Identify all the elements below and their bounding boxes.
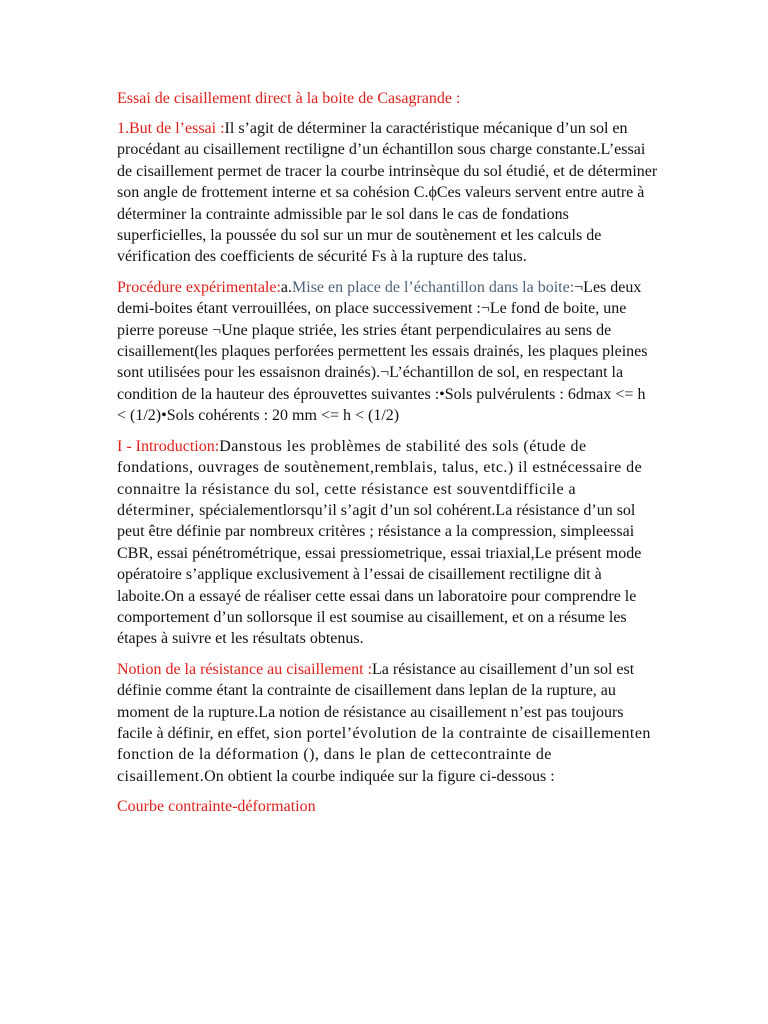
- but-label: 1.But de l’essai :: [117, 120, 225, 137]
- introduction-paragraph: [117, 436, 658, 650]
- but-text: Il s’agit de déterminer la caractéristique mécanique d’un sol en procédant au cisaillement rectiligne d’un échantillon sous charge constante.L’essai de cisaillement permet de tracer la courbe intrinsèque du sol étudié, et de déterminer son angle de frottement interne et sa cohésion C.ϕCes valeurs servent entre autre à déterminer la contrainte admissible par le sol dans le cas de fondations superficielles, la poussée du sol sur un mur de soutènement et les calculs de vérification des coefficients de sécurité Fs à la rupture des talus.: [117, 120, 658, 266]
- procedure-step-title: Mise en place de l’échantillon dans la boite:: [292, 278, 575, 296]
- introduction-text: spécialementlorsqu’il s’agit d’un sol cohérent.La résistance d’un sol peut être définie par nombreux critères ; résistance a la compression, simpleessai CBR, essai pénétrométrique, essai pressiometrique, essai triaxial,Le présent mode opératoire s’applique exclusivement à l’essai de cisaillement rectiligne dit à laboite.On a essayé de réaliser cette essai dans un laboratoire pour comprendre le comportement d’un sollorsque il est soumise au cisaillement, et on a résume les étapes à suivre et les résultats obtenus.: [117, 501, 642, 648]
- notion-text-end: On obtient la courbe indiquée sur la figure ci-dessous :: [204, 767, 555, 785]
- introduction-label: I - Introduction:: [117, 437, 220, 455]
- introduction-text-spaced: Danstous les problèmes de stabilité des sols (étude de fondations, ouvrages de soutènement,remblais, talus, etc.) il estnécessaire de connaitre la résistance du sol, cette résistance est souventdifficile a déterminer,: [117, 437, 643, 519]
- courbe-title: Courbe contrainte-déformation: [117, 798, 316, 816]
- procedure-step-prefix: a.: [280, 278, 293, 296]
- procedure-text: ¬Les deux demi-boites étant verrouillées, on place successivement :¬Le fond de boite, une pierre poreuse ¬Une plaque striée, les stries étant perpendiculaires au sens de cisaillement(les plaques perforées permettent les essais drainés, les plaques pleines sont utilisées pour les essaisnon drainés).¬L’échantillon de sol, en respectant la condition de la hauteur des éprouvettes suivantes :•Sols pulvérulents : 6dmax <= h < (1/2)•Sols cohérents : 20 mm <= h < (1/2): [117, 278, 648, 425]
- notion-text-spaced: sion portel’évolution de la contrainte de cisaillementen fonction de la déformation (), dans le plan de cettecontrainte de cisaillement.: [117, 724, 651, 785]
- but-paragraph: [117, 118, 658, 268]
- procedure-label: Procédure expérimentale:: [117, 278, 281, 296]
- document-title: Essai de cisaillement direct à la boite de Casagrande :: [117, 90, 461, 107]
- procedure-paragraph: [117, 277, 658, 427]
- notion-text: La résistance au cisaillement d’un sol est définie comme étant la contrainte de cisaillement dans leplan de la rupture, au moment de la rupture.La notion de résistance au cisaillement n’est pas toujours facile à définir, en effet,: [117, 660, 635, 742]
- notion-paragraph: [117, 659, 658, 787]
- notion-label: Notion de la résistance au cisaillement :: [117, 660, 373, 678]
